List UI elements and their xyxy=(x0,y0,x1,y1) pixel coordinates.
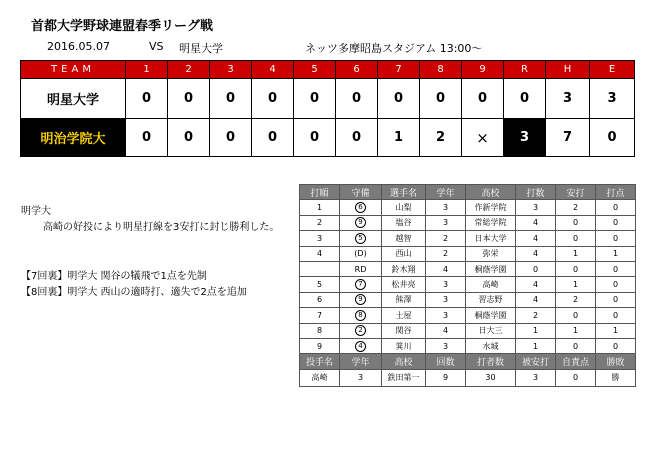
batting-row-cell xyxy=(340,231,382,246)
header-inning-4: 4 xyxy=(252,61,294,79)
batting-row-cell: 習志野 xyxy=(466,292,516,307)
position-number: 9 xyxy=(355,294,366,305)
inning-score: 0 xyxy=(336,79,378,119)
batting-row-cell: 1 xyxy=(516,338,556,353)
batting-row-cell: 0 xyxy=(516,261,556,276)
inning-score: 0 xyxy=(336,119,378,157)
batting-row-cell: 4 xyxy=(516,215,556,230)
team-name: 明星大学 xyxy=(21,79,126,119)
pitching-header-cell: 学年 xyxy=(340,354,382,369)
batting-row-cell: 関谷 xyxy=(382,323,426,338)
batting-row-cell: 3 xyxy=(426,308,466,323)
header-hits: H xyxy=(546,61,590,79)
box-score-table xyxy=(299,184,636,387)
inning-score: 0 xyxy=(252,119,294,157)
batting-row-cell: 0 xyxy=(596,292,636,307)
pitching-row-cell: 30 xyxy=(466,369,516,386)
batting-row-cell: 作新学院 xyxy=(466,200,516,215)
team-name: 明治学院大 xyxy=(21,119,126,157)
batting-row-cell: 3 xyxy=(300,231,340,246)
batting-row-cell: 0 xyxy=(556,261,596,276)
pitching-header-cell: 高校 xyxy=(382,354,426,369)
runs-total: 3 xyxy=(504,119,546,157)
summary-note-8th: 【8回裏】明学大 西山の適時打、適失で2点を追加 xyxy=(21,287,247,298)
pitching-row xyxy=(300,369,636,386)
header-inning-7: 7 xyxy=(378,61,420,79)
batting-row-cell: 4 xyxy=(516,292,556,307)
inning-score: 0 xyxy=(420,79,462,119)
batting-row-cell: 4 xyxy=(300,246,340,261)
batting-row-cell: 2 xyxy=(426,231,466,246)
summary-heading: 明学大 xyxy=(21,206,51,217)
batting-row-cell: 箕川 xyxy=(382,338,426,353)
inning-score: 0 xyxy=(210,79,252,119)
header-inning-8: 8 xyxy=(420,61,462,79)
batting-row-cell xyxy=(340,292,382,307)
batting-row xyxy=(300,231,636,246)
header-runs: R xyxy=(504,61,546,79)
batting-row-cell: 5 xyxy=(300,277,340,292)
batting-row-cell: 3 xyxy=(426,200,466,215)
batting-header-cell: 選手名 xyxy=(382,185,426,200)
summary-body: 高崎の好投により明星打線を3安打に封じ勝利した。 xyxy=(43,222,280,233)
position-number: 7 xyxy=(355,279,366,290)
batting-header-cell: 打点 xyxy=(596,185,636,200)
hits-total: 3 xyxy=(546,79,590,119)
batting-row-cell: 2 xyxy=(556,200,596,215)
inning-score: 0 xyxy=(168,119,210,157)
batting-row-cell: 4 xyxy=(426,261,466,276)
pitching-row-cell: 3 xyxy=(516,369,556,386)
position-number: 5 xyxy=(355,233,366,244)
batting-row-cell: 土屋 xyxy=(382,308,426,323)
batting-row xyxy=(300,246,636,261)
scoreboard xyxy=(20,60,635,157)
runs-total: 0 xyxy=(504,79,546,119)
hits-total: 7 xyxy=(546,119,590,157)
batting-row-cell: (D) xyxy=(340,246,382,261)
inning-score: 2 xyxy=(420,119,462,157)
header-team: TEAM xyxy=(21,61,126,79)
batting-row-cell: 6 xyxy=(300,292,340,307)
venue: ネッツ多摩昭島スタジアム 13:00～ xyxy=(305,42,483,55)
inning-score: 0 xyxy=(168,79,210,119)
batting-row-cell: 4 xyxy=(516,231,556,246)
batting-row-cell: 4 xyxy=(426,323,466,338)
batting-row-cell: 2 xyxy=(300,215,340,230)
inning-score: 1 xyxy=(378,119,420,157)
batting-row-cell: 7 xyxy=(300,308,340,323)
batting-row-cell: 山梨 xyxy=(382,200,426,215)
batting-row xyxy=(300,215,636,230)
batting-row-cell: 9 xyxy=(300,338,340,353)
batting-row-cell: 2 xyxy=(426,246,466,261)
pitching-header xyxy=(300,354,636,369)
inning-score: 0 xyxy=(126,119,168,157)
batting-row-cell: 0 xyxy=(556,338,596,353)
pitching-row-cell: 9 xyxy=(426,369,466,386)
batting-header-cell: 高校 xyxy=(466,185,516,200)
batting-header xyxy=(300,185,636,200)
batting-header-cell: 打順 xyxy=(300,185,340,200)
batting-row-cell: RD xyxy=(340,261,382,276)
batting-row-cell: 0 xyxy=(556,215,596,230)
header-errors: E xyxy=(590,61,635,79)
batting-row-cell: 4 xyxy=(516,277,556,292)
batting-row-cell: 桐蔭学園 xyxy=(466,261,516,276)
pitching-row-cell: 鉄田第一 xyxy=(382,369,426,386)
batting-row-cell: 常総学院 xyxy=(466,215,516,230)
pitching-row-cell: 3 xyxy=(340,369,382,386)
pitching-row-cell: 勝 xyxy=(596,369,636,386)
batting-row-cell xyxy=(340,308,382,323)
scoreboard-row-away xyxy=(21,79,635,119)
pitching-header-cell: 回数 xyxy=(426,354,466,369)
batting-row-cell: 日大三 xyxy=(466,323,516,338)
pitching-row-cell: 高崎 xyxy=(300,369,340,386)
inning-score: 0 xyxy=(294,79,336,119)
batting-row xyxy=(300,292,636,307)
opponent-name: 明星大学 xyxy=(179,42,223,55)
batting-row-cell: 越智 xyxy=(382,231,426,246)
errors-total: 3 xyxy=(590,79,635,119)
batting-row-cell: 3 xyxy=(426,277,466,292)
pitching-header-cell: 勝敗 xyxy=(596,354,636,369)
pitching-header-cell: 打者数 xyxy=(466,354,516,369)
inning-score: 0 xyxy=(210,119,252,157)
position-number: 4 xyxy=(355,341,366,352)
batting-row-cell: 3 xyxy=(426,338,466,353)
batting-row-cell: 0 xyxy=(556,308,596,323)
batting-row-cell: 1 xyxy=(556,323,596,338)
header-inning-2: 2 xyxy=(168,61,210,79)
batting-row-cell: 0 xyxy=(596,231,636,246)
batting-row-cell: 1 xyxy=(596,323,636,338)
header-inning-1: 1 xyxy=(126,61,168,79)
batting-row xyxy=(300,308,636,323)
pitching-header-cell: 自責点 xyxy=(556,354,596,369)
batting-row-cell: 0 xyxy=(596,261,636,276)
batting-row-cell xyxy=(340,200,382,215)
batting-row-cell: 1 xyxy=(516,323,556,338)
batting-row-cell: 0 xyxy=(556,231,596,246)
batting-header-cell: 打数 xyxy=(516,185,556,200)
position-number: 9 xyxy=(355,217,366,228)
batting-row xyxy=(300,338,636,353)
batting-header-cell: 安打 xyxy=(556,185,596,200)
batting-row-cell: 0 xyxy=(596,215,636,230)
page-title: 首都大学野球連盟春季リーグ戦 xyxy=(31,19,214,34)
position-number: 2 xyxy=(355,325,366,336)
batting-header-cell: 学年 xyxy=(426,185,466,200)
vs-label: VS xyxy=(149,40,164,53)
batting-row-cell xyxy=(340,338,382,353)
position-number: 8 xyxy=(355,310,366,321)
header-inning-9: 9 xyxy=(462,61,504,79)
batting-row-cell: 0 xyxy=(596,277,636,292)
game-date: 2016.05.07 xyxy=(47,40,110,53)
batting-row-cell xyxy=(340,277,382,292)
batting-row-cell: 2 xyxy=(516,308,556,323)
scoreboard-row-home xyxy=(21,119,635,157)
pitching-row-cell: 0 xyxy=(556,369,596,386)
inning-score: 0 xyxy=(294,119,336,157)
batting-header-cell: 守備 xyxy=(340,185,382,200)
header-inning-5: 5 xyxy=(294,61,336,79)
batting-row-cell: 0 xyxy=(596,338,636,353)
batting-row-cell xyxy=(300,261,340,276)
header-inning-6: 6 xyxy=(336,61,378,79)
batting-row-cell: 8 xyxy=(300,323,340,338)
batting-row xyxy=(300,200,636,215)
batting-row-cell: 水城 xyxy=(466,338,516,353)
batting-row-cell: 1 xyxy=(556,277,596,292)
batting-row-cell: 桐蔭学園 xyxy=(466,308,516,323)
inning-score: 0 xyxy=(462,79,504,119)
batting-row-cell: 3 xyxy=(516,200,556,215)
header-inning-3: 3 xyxy=(210,61,252,79)
inning-score: 0 xyxy=(378,79,420,119)
batting-row xyxy=(300,261,636,276)
batting-row-cell xyxy=(340,323,382,338)
batting-row-cell: 1 xyxy=(300,200,340,215)
inning-score: 0 xyxy=(126,79,168,119)
batting-row xyxy=(300,323,636,338)
batting-row-cell: 3 xyxy=(426,292,466,307)
inning-score: 0 xyxy=(252,79,294,119)
batting-row-cell: 0 xyxy=(596,308,636,323)
batting-row-cell: 弥栄 xyxy=(466,246,516,261)
batting-row-cell: 西山 xyxy=(382,246,426,261)
position-number: 6 xyxy=(355,202,366,213)
batting-row-cell: 0 xyxy=(596,200,636,215)
batting-row-cell: 3 xyxy=(426,215,466,230)
errors-total: 0 xyxy=(590,119,635,157)
inning-score: × xyxy=(462,119,504,157)
scoreboard-header xyxy=(21,61,635,79)
batting-row-cell: 高崎 xyxy=(466,277,516,292)
batting-row-cell: 松井亮 xyxy=(382,277,426,292)
batting-row-cell: 日本大学 xyxy=(466,231,516,246)
batting-row-cell: 鈴木翔 xyxy=(382,261,426,276)
batting-row-cell xyxy=(340,215,382,230)
batting-row-cell: 1 xyxy=(596,246,636,261)
batting-row-cell: 1 xyxy=(556,246,596,261)
batting-row-cell: 塩谷 xyxy=(382,215,426,230)
pitching-header-cell: 被安打 xyxy=(516,354,556,369)
batting-row-cell: 2 xyxy=(556,292,596,307)
summary-note-7th: 【7回裏】明学大 関谷の犠飛で1点を先制 xyxy=(21,271,207,282)
pitching-header-cell: 投手名 xyxy=(300,354,340,369)
batting-row-cell: 熊澤 xyxy=(382,292,426,307)
batting-row-cell: 4 xyxy=(516,246,556,261)
batting-row xyxy=(300,277,636,292)
